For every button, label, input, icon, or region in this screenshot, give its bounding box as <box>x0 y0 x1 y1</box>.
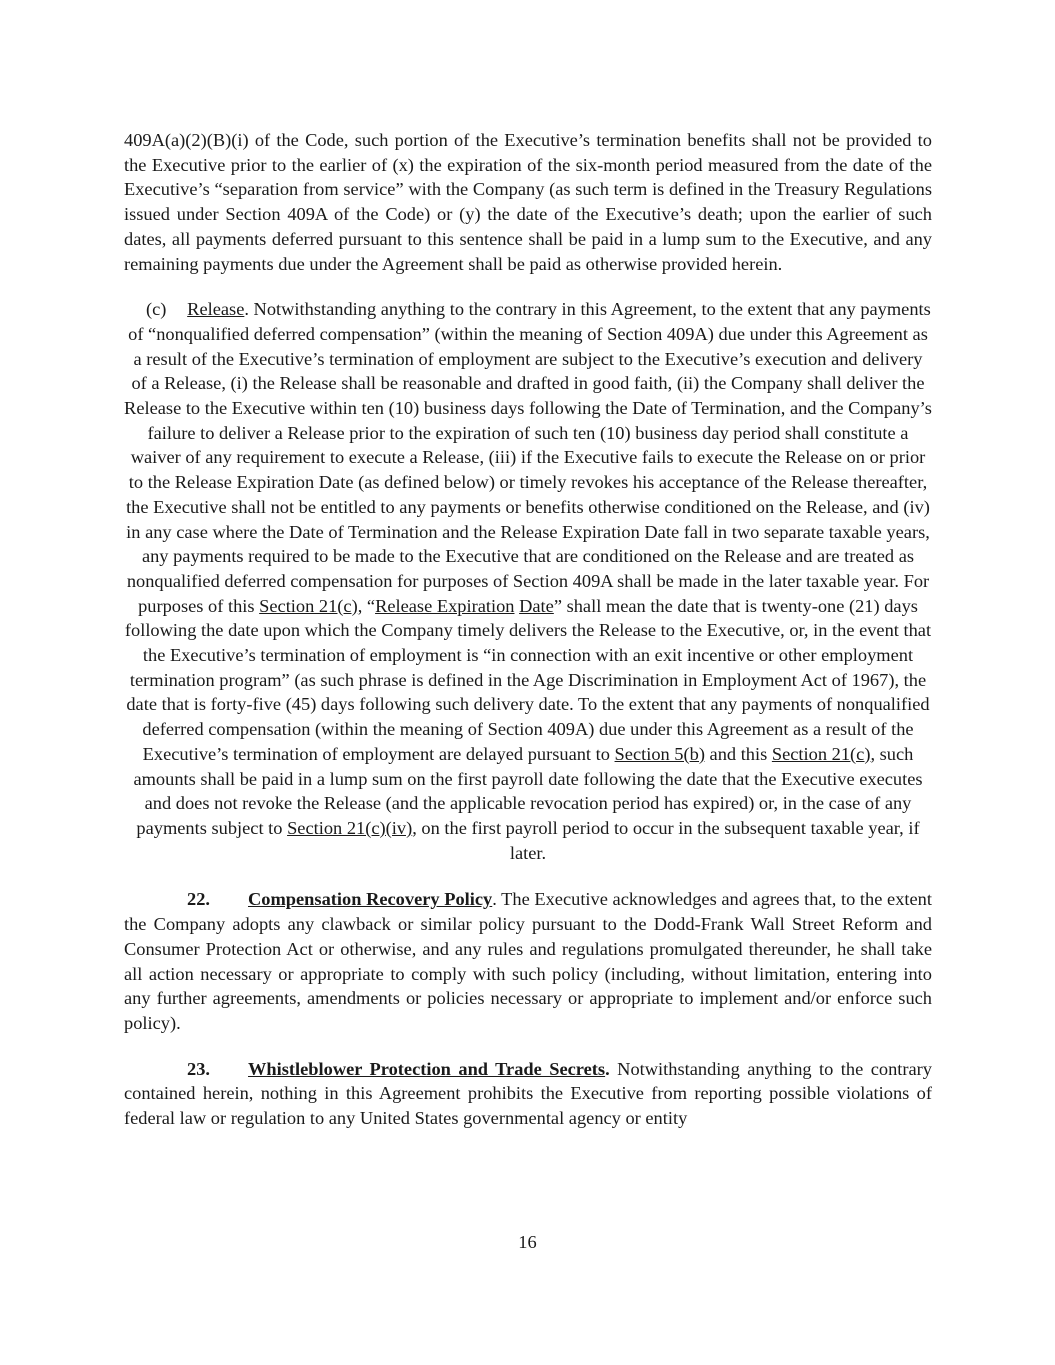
section-23-paragraph <box>124 1057 932 1131</box>
section-22-paragraph <box>124 887 932 1035</box>
section-22-number: 22. <box>187 889 210 910</box>
section-22-text: . The Executive acknowledges and agrees that, to the extent the Company adopts any clawback or similar policy pursuant to the Dodd-Frank Wall Street Reform and Consumer Protection Act or otherwise, and any rules and regulations promulgated thereunder, he shall take all action necessary or appropriate to comply with such policy (including, without limitation, entering into any further agreements, amendments or policies necessary or appropriate to implement and/or enforce such policy). <box>124 889 932 1033</box>
section-23-heading-period: . <box>605 1058 610 1079</box>
section-22-heading: Compensation Recovery Policy <box>248 889 493 910</box>
release-text-7: , on the first payroll period to occur in the subsequent taxable year, if later. <box>412 817 920 863</box>
release-text-5: and this <box>704 743 772 764</box>
release-paragraph <box>124 297 932 865</box>
section-23-heading: Whistleblower Protection and Trade Secrets <box>248 1058 606 1079</box>
continued-paragraph: 409A(a)(2)(B)(i) of the Code, such portion of the Executive’s termination benefits shall not be provided to the Executive prior to the earlier of (x) the expiration of the six-month period measured from the date of the Executive’s “separation from service” with the Company (as such term is defined in the Treasury Regulations issued under Section 409A of the Code) or (y) the date of the Executive’s death; upon the earlier of such dates, all payments deferred pursuant to this sentence shall be paid in a lump sum to the Executive, and any remaining payments due under the Agreement shall be paid as otherwise provided herein. <box>124 130 932 274</box>
release-expiration-term: Release Expiration <box>375 595 515 616</box>
section-21c-reference-2: Section 21(c) <box>771 743 871 764</box>
section-5b-reference: Section 5(b) <box>614 743 705 764</box>
release-text-6: , such amounts shall be paid in a lump sum on the first payroll date following the date that the Executive executes and does not revoke the Release (and the applicable revocation period has expired) or, in the case of any payments subject to <box>133 743 923 838</box>
page-number: 16 <box>518 1232 537 1252</box>
release-marker: (c) <box>145 299 167 320</box>
section-23-number: 23. <box>187 1058 210 1079</box>
release-text-4: ” shall mean the date that is twenty-one (21) days following the date upon which the Company timely delivers the Release to the Executive, or, in the event that the Executive’s termination of employment is “in connection with an exit incentive or other employment termination program” (as such phrase is defined in the Age Discrimination in Employment Act of 1967), the date that is forty-five (45) days following such delivery date. To the extent that any payments of nonqualified deferred compensation (within the meaning of Section 409A) due under this Agreement as a result of the Executive’s termination of employment are delayed pursuant to <box>124 595 932 764</box>
section-21civ-reference: Section 21(c)(iv) <box>287 817 413 838</box>
section-23-text: Notwithstanding anything to the contrary contained herein, nothing in this Agreement prohibits the Executive from reporting possible violations of federal law or regulation to any United States governmental agency or entity <box>124 1058 932 1129</box>
release-text-2: , “ <box>357 595 376 616</box>
release-heading: Release <box>187 299 245 320</box>
date-term: Date <box>519 595 554 616</box>
document-page <box>124 128 932 1131</box>
release-text-1: . Notwithstanding anything to the contrary in this Agreement, to the extent that any payments of “nonqualified deferred compensation” (within the meaning of Section 409A) due under this Agreement as a result of the Executive’s termination of employment are subject to the Executive’s execution and delivery of a Release, (i) the Release shall be reasonable and drafted in good faith, (ii) the Company shall deliver the Release to the Executive within ten (10) business days following the Date of Termination, and the Company’s failure to deliver a Release prior to the expiration of such ten (10) business day period shall constitute a waiver of any requirement to execute a Release, (iii) if the Executive fails to execute the Release on or prior to the Release Expiration Date (as defined below) or timely revokes his acceptance of the Release thereafter, the Executive shall not be entitled to any payments or benefits otherwise conditioned on the Release, and (iv) in any case where the Date of Termination and the Release Expiration Date fall in two separate taxable years, any payments required to be made to the Executive that are conditioned on the Release and are treated as nonqualified deferred compensation for purposes of Section 409A shall be made in the later taxable year. For purposes of this <box>124 299 932 616</box>
section-21c-reference: Section 21(c) <box>259 595 358 616</box>
